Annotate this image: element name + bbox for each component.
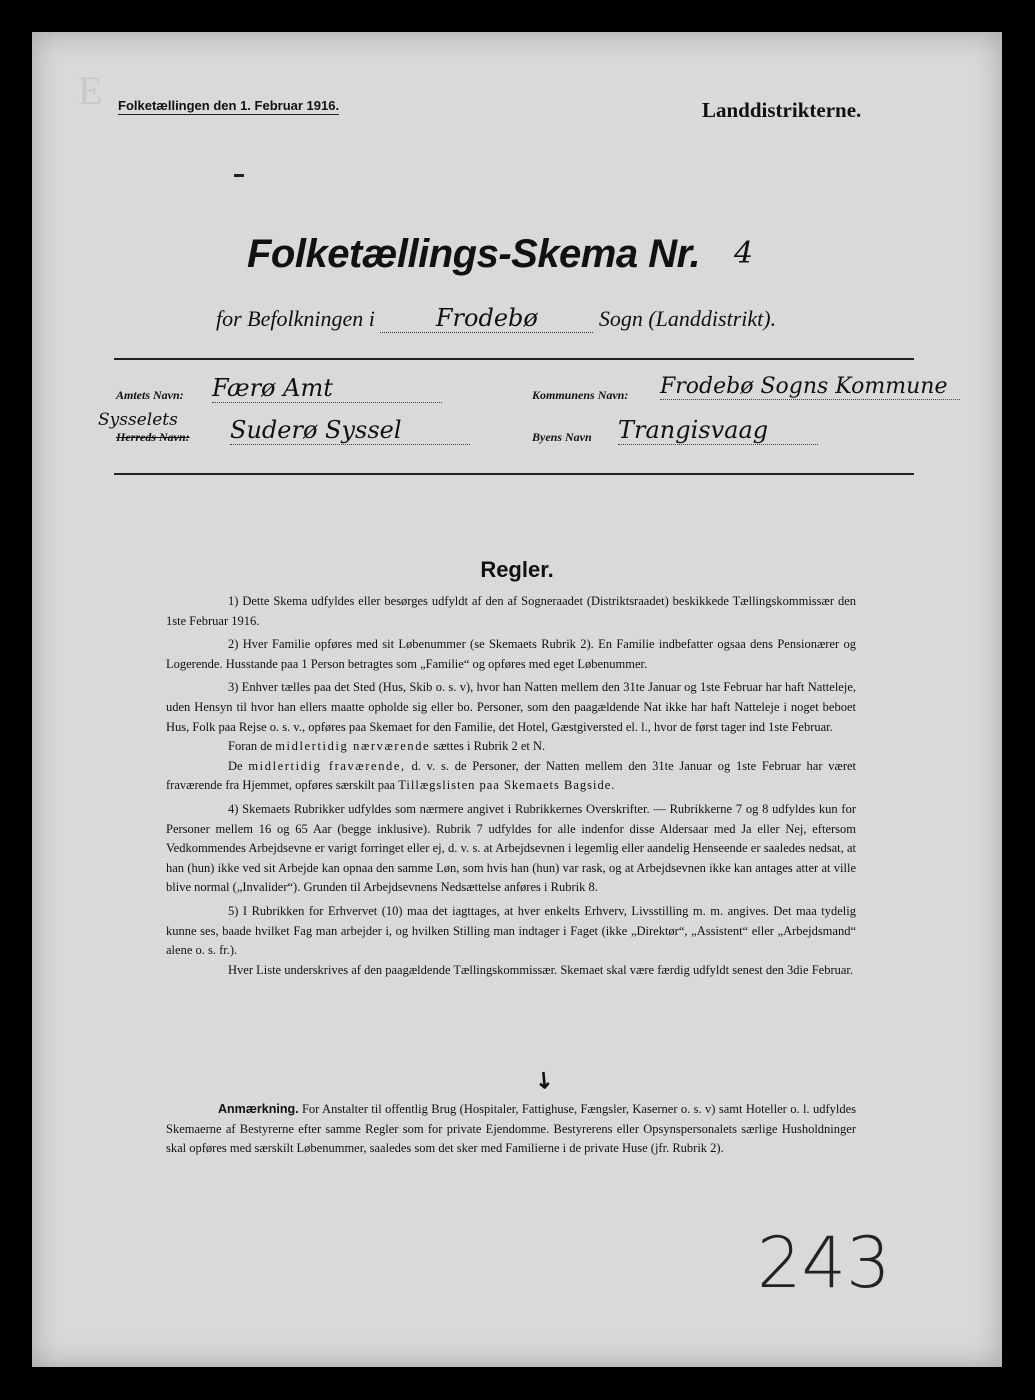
bottom-divider [114,473,914,475]
subtitle-prefix: for Befolkningen i [216,306,375,331]
rule-2: 2) Hver Familie opføres med sit Løbenummer (se Skemaets Rubrik 2). En Familie indbefatter ogsaa dens Pensionærer og Logerende. Husstande paa 1 Person betragtes som „Familie“ og opføres med eget Løbenummer. [166,637,856,671]
note-text: For Anstalter til offentlig Brug (Hospitaler, Fattighuse, Fængsler, Kaserner o. s. v) samt Hoteller o. l. udfyldes Skemaerne af Bestyrerne efter samme Regler som for private Ejendomme. Bestyrerens eller Opsynspersonalets særlige Husholdninger skal opføres med særskilt Løbenummer, saaledes som det sker med Familierne i de private Huse (jfr. Rubrik 2). [166,1102,857,1156]
by-label: Byens Navn [532,430,592,444]
rule-3-absent-spaced2: Tillægslisten paa Skemaets Bagside. [398,778,616,793]
note-block [166,1100,856,1159]
rule-3: 3) Enhver tælles paa det Sted (Hus, Skib o. s. v), hvor han Natten mellem den 31te Januar og 1ste Februar har haft Natteleje, uden Hensyn til hvor han ellers maatte opholde sig eller bo. Personer, som den paagældende Nat ikke har haft Natteleje i noget beboet Hus, Folk paa Rejse o. s. v., opføres paa Skemaet for den Familie, det Hotel, Gæstgiversted el. l., hvor de først tager ind 1ste Februar. [166,680,856,734]
page-edge-mark: E [78,68,103,113]
district-type-header: Landdistrikterne. [702,98,862,122]
amt-label: Amtets Navn: [116,388,184,402]
rule-3-present-b: sættes i Rubrik 2 et N. [433,739,546,754]
by-value: Trangisvaag [618,416,818,445]
handwritten-page-number: 243 [757,1222,891,1304]
top-divider [114,358,914,360]
rule-5: 5) I Rubrikken for Erhvervet (10) maa det iagttages, at hver enkelts Erhverv, Livsstilling m. m. angives. Det maa tydelig kunne ses, baade hvilket Fag man arbejder i, og hvilken Stilling man indtager i Faget (ikke „Direktør“, „Assistent“ eller „Arbejdsmand“ alene o. s. fr.). [166,903,856,958]
rule-3-present-spaced: midlertidig nærværende [275,739,431,754]
ink-tick-mark: ↘ [529,1064,560,1096]
note-label: Anmærkning. [218,1102,299,1116]
rule-3-present-a: Foran de [228,739,273,754]
parish-name-field: Frodebø [380,304,593,333]
amt-value: Færø Amt [212,374,442,403]
kommune-label: Kommunens Navn: [532,388,629,402]
syssel-overwrite: Sysselets [98,410,178,430]
herred-label [116,430,190,445]
form-subtitle [216,304,916,333]
form-number: 4 [734,236,754,271]
ink-dash [234,174,244,177]
rule-3-present [166,737,856,757]
subtitle-suffix: Sogn (Landdistrikt). [598,306,777,331]
kommune-value: Frodebø Sogns Kommune [660,374,960,400]
rules-heading: Regler. [480,557,554,582]
rule-6: Hver Liste underskrives af den paagældende Tællingskommissær. Skemaet skal være færdig udfyldt senest den 3die Februar. [228,962,853,977]
rule-3-absent [166,757,856,796]
herred-struck: Herreds Navn: [116,430,190,444]
rule-3-absent-b: d. v. s. de Personer, der Natten mellem den 31te Januar og 1ste Februar har været fraværende fra Hjemmet, opføres særskilt paa [166,758,857,793]
rule-1: 1) Dette Skema udfyldes eller besørges udfyldt af den af Sogneraadet (Distriktsraadet) beskikkede Tællingskommissær den 1ste Februar 1916. [166,594,856,628]
form-title: Folketællings-Skema Nr. [247,232,701,276]
rule-3-absent-a: De [228,758,243,773]
rule-3-absent-spaced: midlertidig fraværende, [248,758,406,773]
rule-4: 4) Skemaets Rubrikker udfyldes som nærmere angivet i Rubrikkernes Overskrifter. — Rubrikkerne 7 og 8 udfyldes kun for Personer mellem 16 og 65 Aar (begge inklusive). Rubrik 7 udfyldes for alle indenfor disse Aldersaar med Ja eller Nej, eftersom Vedkommendes Arbejdsevne er varigt forringet eller ej, d. v. s. at Arbejdsevnen i legemlig eller aandelig Henseende er saaledes nedsat, at han (hun) ikke ved sit Arbejde kan opnaa den samme Løn, som hvis han (hun) var rask, og at Arbejdsevnen ikke kan antages atter at ville blive normal („Invalider“). Grunden til Arbejdsevnens Nedsættelse anføres i Rubrik 8. [166,801,856,895]
rules-body [166,592,856,984]
census-date-header: Folketællingen den 1. Februar 1916. [118,98,340,113]
document-page [32,32,1002,1367]
herred-value: Suderø Syssel [230,416,470,445]
